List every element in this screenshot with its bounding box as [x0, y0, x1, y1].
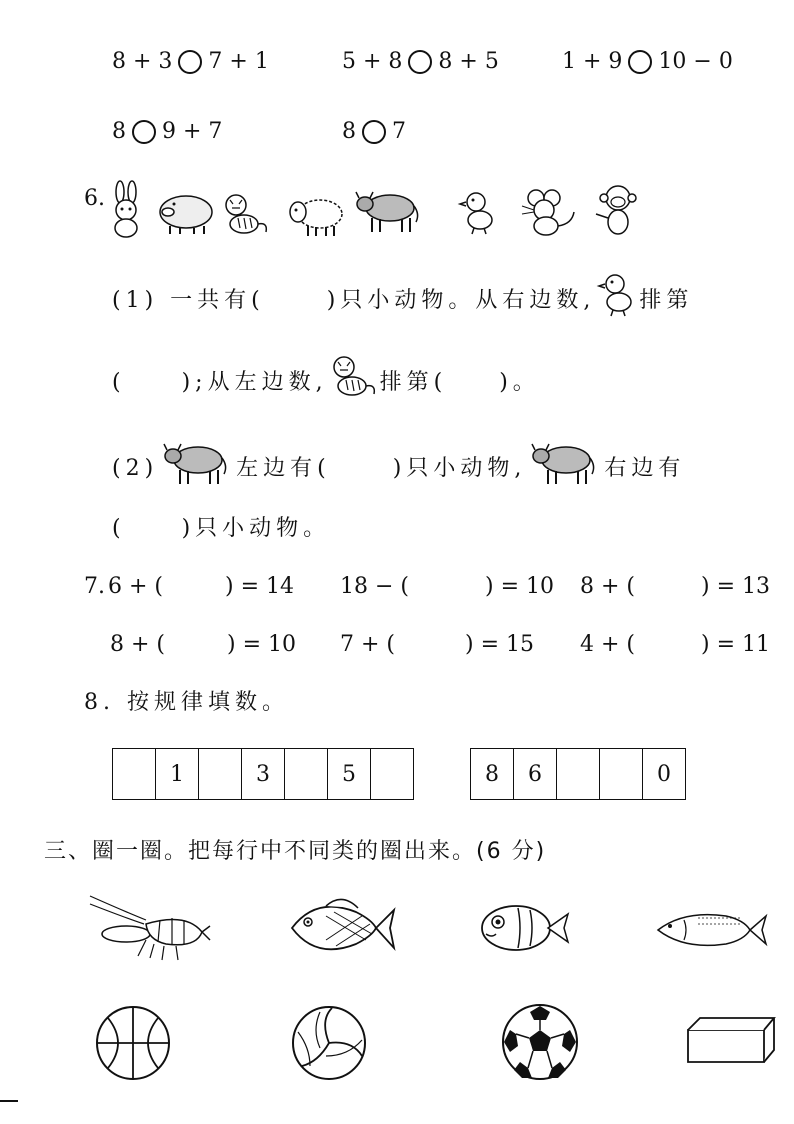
q6-text: )只小动物。从右边数, [326, 288, 596, 313]
compare-circle[interactable] [362, 120, 386, 144]
page-edge-mark [0, 1100, 18, 1102]
q6-part2-line1 [112, 448, 685, 490]
duck-icon [460, 190, 496, 236]
fish-icon[interactable] [286, 892, 396, 962]
sequence-cell: 6 [514, 749, 557, 800]
sequence-table-2 [470, 748, 686, 800]
cow-icon [164, 438, 230, 490]
compare-circle[interactable] [628, 50, 652, 74]
basketball-icon[interactable] [94, 1004, 172, 1082]
sequence-cell: 5 [328, 749, 371, 800]
equation-left: 4 + ( [580, 632, 635, 657]
compare-row-2 [112, 120, 406, 144]
compare-circle[interactable] [178, 50, 202, 74]
equation-left: 18 − ( [340, 574, 409, 599]
compare-right: 7 [392, 119, 406, 144]
compare-left: 8 + 3 [112, 49, 173, 74]
equation-right: ) = 10 [227, 632, 296, 657]
sequence-cell: 0 [643, 749, 686, 800]
compare-item [342, 120, 406, 144]
q6-text: (2) [112, 456, 159, 481]
compare-right: 10 − 0 [658, 49, 733, 74]
compare-left: 8 [342, 119, 356, 144]
q6-text: );从左边数, [181, 370, 328, 395]
equation-right: ) = 13 [701, 574, 770, 599]
compare-item [112, 120, 342, 144]
q8-title: 8. 按规律填数。 [84, 690, 289, 715]
equation [580, 576, 770, 598]
q6-text: 右边有 [604, 456, 686, 481]
duck-icon [599, 272, 635, 318]
compare-item [342, 50, 562, 74]
sequence-cell: 8 [471, 749, 514, 800]
q6-number: 6. [84, 186, 105, 211]
compare-left: 5 + 8 [342, 49, 403, 74]
sequence-cell: 3 [242, 749, 285, 800]
soccer-ball-icon[interactable] [500, 1002, 580, 1082]
equation [580, 634, 770, 656]
equation-left: 7 + ( [340, 632, 395, 657]
q7-row-2 [110, 634, 770, 656]
sequence-cell: 1 [156, 749, 199, 800]
compare-left: 1 + 9 [562, 49, 623, 74]
section-3-title: 三、圈一圈。把每行中不同类的圈出来。(6 分) [44, 839, 547, 864]
equation-left: 6 + ( [108, 574, 163, 599]
cow-icon [532, 438, 598, 490]
compare-row-1 [112, 50, 733, 74]
tiger-icon [330, 354, 378, 400]
q6-text: )只小动物。 [181, 516, 331, 541]
q6-text: ( [112, 516, 126, 541]
equation [340, 576, 580, 598]
sequence-cell[interactable] [371, 749, 414, 800]
pig-icon [154, 190, 214, 238]
sequence-cell[interactable] [285, 749, 328, 800]
compare-circle[interactable] [132, 120, 156, 144]
sequence-cell[interactable] [600, 749, 643, 800]
animal-row [108, 180, 658, 242]
compare-right: 7 + 1 [208, 49, 269, 74]
sheep-icon [288, 192, 344, 238]
equation-right: ) = 11 [701, 632, 770, 657]
q6-text: )只小动物, [392, 456, 527, 481]
equation-right: ) = 10 [485, 574, 554, 599]
sequence-cell[interactable] [113, 749, 156, 800]
q6-text: ( [112, 370, 126, 395]
round-fish-icon[interactable] [478, 900, 570, 956]
equation-left: 8 + ( [580, 574, 635, 599]
q6-part1-line2 [112, 366, 540, 400]
q6-text: 左边有( [236, 456, 331, 481]
q7-number: 7. [84, 574, 105, 599]
equation-right: ) = 14 [225, 574, 294, 599]
compare-right: 9 + 7 [162, 119, 223, 144]
monkey-icon [594, 184, 642, 238]
sequence-cell[interactable] [557, 749, 600, 800]
sequence-table-1 [112, 748, 414, 800]
equation [340, 634, 580, 656]
q6-part2-line2 [112, 518, 330, 540]
q6-text: )。 [499, 370, 540, 395]
q7-row-1 [108, 576, 770, 598]
q6-text: 排第 [639, 288, 694, 313]
equation-left: 8 + ( [110, 632, 165, 657]
compare-item [112, 50, 342, 74]
rabbit-icon [108, 182, 144, 238]
sequence-cell[interactable] [199, 749, 242, 800]
equation [110, 634, 340, 656]
compare-right: 8 + 5 [438, 49, 499, 74]
q6-text: (1) 一共有( [112, 288, 265, 313]
q6-part1-line1 [112, 284, 693, 318]
compare-left: 8 [112, 119, 126, 144]
cow-icon [356, 186, 422, 238]
volleyball-icon[interactable] [290, 1004, 368, 1082]
fish-icon[interactable] [654, 904, 768, 952]
q6-text: 排第( [379, 370, 448, 395]
equation [108, 576, 340, 598]
shrimp-icon[interactable] [86, 890, 214, 962]
mouse-icon [514, 188, 578, 238]
compare-circle[interactable] [408, 50, 432, 74]
tiger-icon [222, 192, 270, 238]
equation-right: ) = 15 [465, 632, 534, 657]
compare-item [562, 50, 733, 74]
box-icon[interactable] [686, 1016, 776, 1064]
